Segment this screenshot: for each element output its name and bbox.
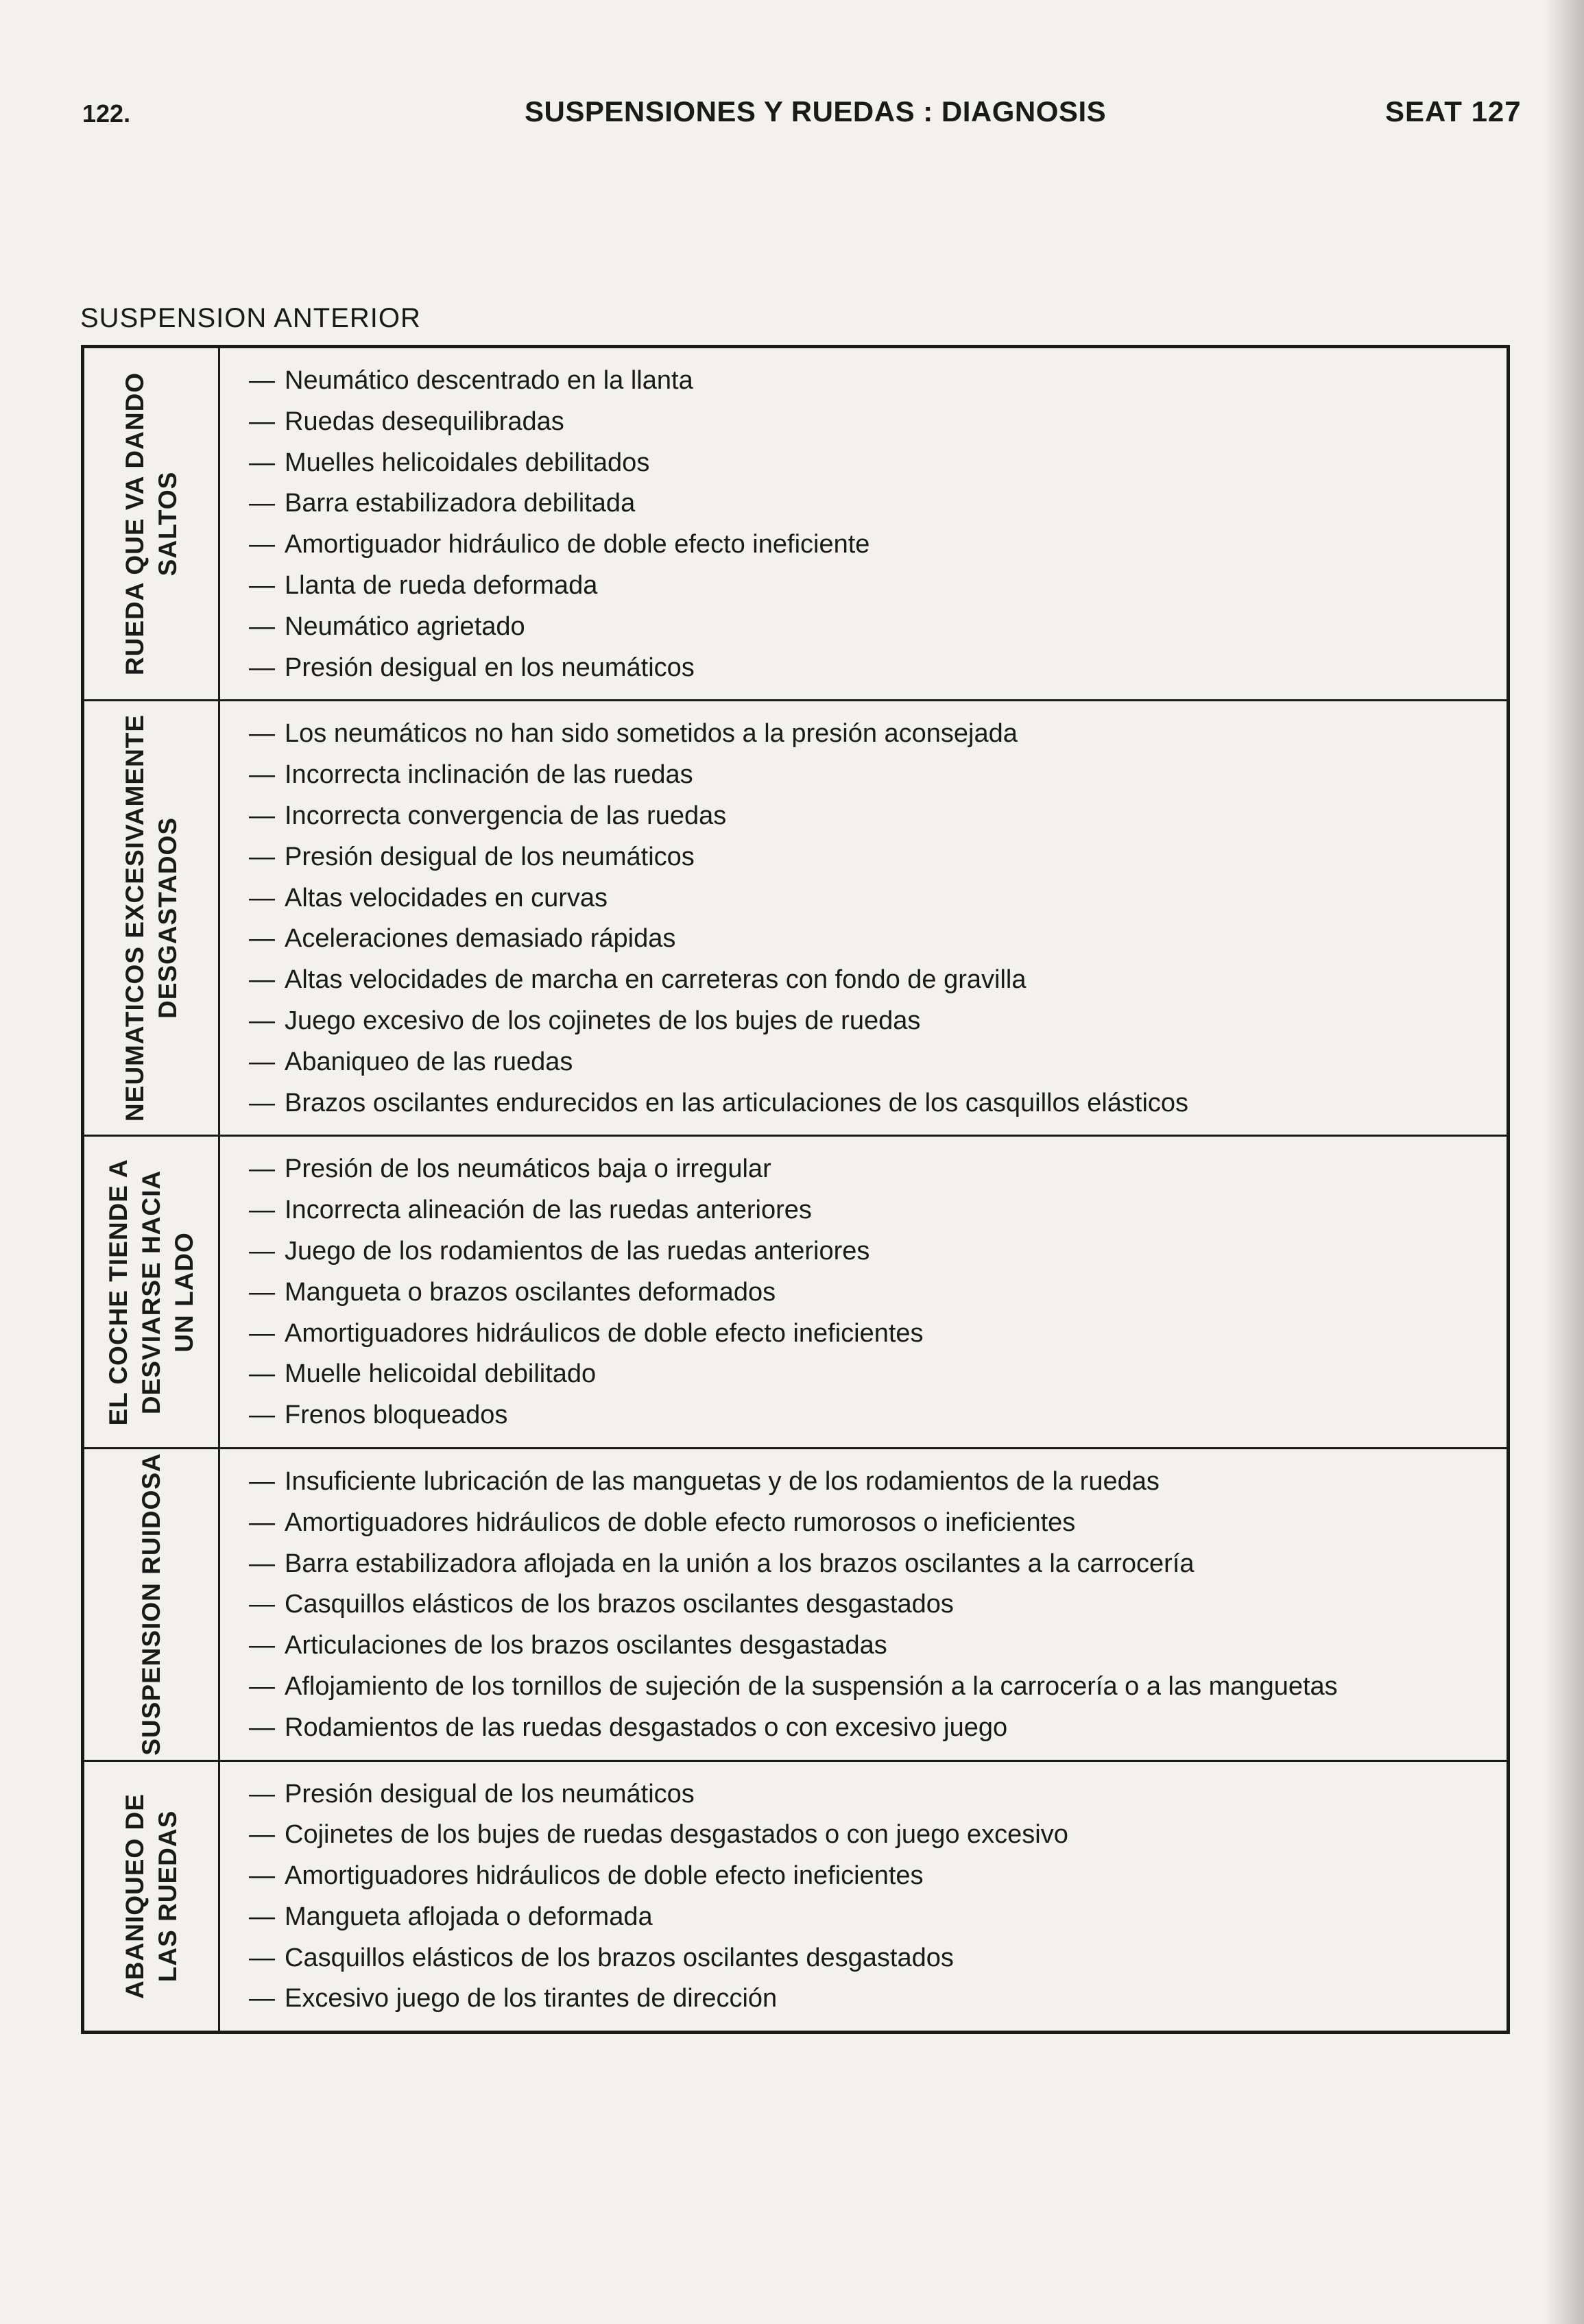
dash-bullet: — [249, 801, 275, 830]
causes-cell [219, 701, 1509, 1136]
diagnosis-row-3 [83, 1136, 1509, 1449]
section-title: SUSPENSION ANTERIOR [80, 303, 421, 333]
cause-item [249, 1149, 1507, 1190]
cause-item [249, 607, 1507, 648]
cause-text: Altas velocidades de marcha en carreteras con fondo de gravilla [285, 965, 1027, 995]
dash-bullet: — [249, 1902, 275, 1931]
cause-item [249, 1667, 1507, 1708]
running-title: SUSPENSIONES Y RUEDAS : DIAGNOSIS [525, 95, 1107, 128]
dash-bullet: — [249, 1861, 275, 1891]
cause-item [249, 1625, 1507, 1667]
cause-item [249, 1462, 1507, 1503]
cause-text: Neumático agrietado [285, 612, 525, 641]
causes-cell [219, 1136, 1509, 1449]
cause-item [249, 566, 1507, 607]
diagnosis-row-1 [83, 347, 1509, 701]
cause-text: Articulaciones de los brazos oscilantes desgastadas [285, 1631, 887, 1660]
dash-bullet: — [249, 1196, 275, 1225]
cause-item [249, 796, 1507, 837]
causes-cell [219, 1448, 1509, 1760]
category-cell [83, 1760, 219, 2033]
category-label: NEUMATICOS EXCESIVAMENTE DESGASTADOS [120, 714, 182, 1122]
dash-bullet: — [249, 1236, 275, 1266]
cause-item [249, 837, 1507, 878]
dash-bullet: — [249, 1466, 275, 1496]
cause-text: Juego excesivo de los cojinetes de los bujes de ruedas [285, 1006, 921, 1035]
cause-text: Amortiguadores hidráulicos de doble efecto ineficientes [285, 1318, 924, 1348]
cause-text: Amortiguador hidráulico de doble efecto ineficiente [285, 530, 870, 559]
cause-text: Presión desigual en los neumáticos [285, 653, 695, 682]
dash-bullet: — [249, 1047, 275, 1076]
cause-item [249, 648, 1507, 689]
cause-text: Frenos bloqueados [285, 1401, 508, 1430]
causes-cell [219, 1760, 1509, 2033]
dash-bullet: — [249, 883, 275, 912]
cause-item [249, 1503, 1507, 1544]
dash-bullet: — [249, 1943, 275, 1972]
page-header [0, 95, 1584, 141]
cause-item [249, 1815, 1507, 1856]
cause-item [249, 524, 1507, 566]
brand-label: SEAT 127 [1385, 95, 1522, 128]
causes-cell [219, 347, 1509, 701]
cause-item [249, 960, 1507, 1001]
cause-text: Ruedas desequilibradas [285, 407, 564, 436]
dash-bullet: — [249, 1984, 275, 2013]
cause-item [249, 1395, 1507, 1436]
dash-bullet: — [249, 924, 275, 954]
dash-bullet: — [249, 612, 275, 641]
cause-text: Incorrecta inclinación de las ruedas [285, 760, 693, 790]
cause-text: Aflojamiento de los tornillos de sujeción de la suspensión a la carrocería o a las manguetas [285, 1671, 1338, 1701]
cause-text: Presión desigual de los neumáticos [285, 1779, 695, 1808]
dash-bullet: — [249, 719, 275, 749]
cause-text: Cojinetes de los bujes de ruedas desgastados o con juego excesivo [285, 1820, 1068, 1850]
category-label: SUSPENSION RUIDOSA [136, 1453, 165, 1756]
cause-text: Barra estabilizadora debilitada [285, 489, 636, 518]
cause-list [220, 348, 1507, 699]
cause-item [249, 714, 1507, 755]
diagnosis-row-4 [83, 1448, 1509, 1760]
cause-list [220, 1449, 1507, 1760]
cause-item [249, 1584, 1507, 1625]
dash-bullet: — [249, 489, 275, 518]
dash-bullet: — [249, 1318, 275, 1348]
page-number: 122. [82, 99, 131, 128]
cause-item [249, 1544, 1507, 1585]
cause-item [249, 1774, 1507, 1815]
cause-item [249, 1856, 1507, 1897]
cause-item [249, 1938, 1507, 1979]
dash-bullet: — [249, 530, 275, 559]
cause-item [249, 1001, 1507, 1042]
cause-item [249, 1272, 1507, 1314]
cause-text: Barra estabilizadora aflojada en la unión a los brazos oscilantes a la carrocería [285, 1549, 1195, 1578]
cause-text: Casquillos elásticos de los brazos oscilantes desgastados [285, 1590, 954, 1619]
cause-list [220, 1762, 1507, 2031]
dash-bullet: — [249, 1508, 275, 1537]
cause-text: Los neumáticos no han sido sometidos a la presión aconsejada [285, 719, 1018, 749]
cause-item [249, 1354, 1507, 1395]
cause-text: Aceleraciones demasiado rápidas [285, 924, 676, 954]
cause-item [249, 878, 1507, 919]
category-cell [83, 347, 219, 701]
dash-bullet: — [249, 407, 275, 436]
dash-bullet: — [249, 1779, 275, 1808]
cause-text: Muelle helicoidal debilitado [285, 1359, 597, 1389]
dash-bullet: — [249, 1590, 275, 1619]
cause-text: Mangueta o brazos oscilantes deformados [285, 1277, 776, 1307]
dash-bullet: — [249, 1006, 275, 1035]
cause-item [249, 1083, 1507, 1124]
cause-item [249, 361, 1507, 402]
cause-item [249, 1978, 1507, 2020]
category-cell [83, 1448, 219, 1760]
cause-text: Altas velocidades en curvas [285, 883, 608, 912]
dash-bullet: — [249, 1277, 275, 1307]
dash-bullet: — [249, 1820, 275, 1850]
cause-list [220, 701, 1507, 1135]
cause-text: Presión desigual de los neumáticos [285, 842, 695, 871]
cause-text: Mangueta aflojada o deformada [285, 1902, 653, 1931]
diagnosis-row-5 [83, 1760, 1509, 2033]
cause-item [249, 755, 1507, 796]
category-label: ABANIQUEO DE LAS RUEDAS [120, 1793, 182, 1999]
cause-item [249, 443, 1507, 484]
dash-bullet: — [249, 1631, 275, 1660]
cause-item [249, 483, 1507, 524]
dash-bullet: — [249, 1154, 275, 1184]
dash-bullet: — [249, 965, 275, 995]
dash-bullet: — [249, 1359, 275, 1389]
dash-bullet: — [249, 570, 275, 600]
cause-text: Amortiguadores hidráulicos de doble efecto ineficientes [285, 1861, 924, 1891]
cause-item [249, 1042, 1507, 1083]
dash-bullet: — [249, 842, 275, 871]
cause-text: Muelles helicoidales debilitados [285, 448, 650, 477]
cause-text: Neumático descentrado en la llanta [285, 366, 693, 395]
cause-text: Incorrecta convergencia de las ruedas [285, 801, 727, 830]
diagnosis-table [81, 345, 1510, 2034]
cause-item [249, 1190, 1507, 1231]
cause-text: Llanta de rueda deformada [285, 570, 598, 600]
dash-bullet: — [249, 448, 275, 477]
cause-text: Excesivo juego de los tirantes de dirección [285, 1984, 778, 2013]
dash-bullet: — [249, 653, 275, 682]
cause-text: Rodamientos de las ruedas desgastados o con excesivo juego [285, 1712, 1008, 1742]
cause-text: Amortiguadores hidráulicos de doble efecto rumorosos o ineficientes [285, 1508, 1076, 1537]
category-cell [83, 701, 219, 1136]
cause-text: Abaniqueo de las ruedas [285, 1047, 573, 1076]
cause-text: Presión de los neumáticos baja o irregular [285, 1154, 771, 1184]
dash-bullet: — [249, 1549, 275, 1578]
cause-text: Insuficiente lubricación de las manguetas y de los rodamientos de la ruedas [285, 1466, 1160, 1496]
category-cell [83, 1136, 219, 1449]
dash-bullet: — [249, 1712, 275, 1742]
dash-bullet: — [249, 760, 275, 790]
cause-item [249, 1897, 1507, 1938]
cause-item [249, 402, 1507, 443]
dash-bullet: — [249, 366, 275, 395]
cause-text: Juego de los rodamientos de las ruedas anteriores [285, 1236, 870, 1266]
cause-item [249, 1314, 1507, 1355]
dash-bullet: — [249, 1671, 275, 1701]
diagnosis-row-2 [83, 701, 1509, 1136]
page-edge-shadow [1543, 0, 1584, 2324]
dash-bullet: — [249, 1401, 275, 1430]
category-label: EL COCHE TIENDE A DESVIARSE HACIA UN LADO [104, 1159, 198, 1426]
cause-text: Brazos oscilantes endurecidos en las articulaciones de los casquillos elásticos [285, 1088, 1189, 1117]
cause-item [249, 1231, 1507, 1272]
cause-text: Incorrecta alineación de las ruedas anteriores [285, 1196, 812, 1225]
dash-bullet: — [249, 1088, 275, 1117]
cause-list [220, 1137, 1507, 1447]
cause-item [249, 1708, 1507, 1749]
cause-item [249, 919, 1507, 960]
category-label: RUEDA QUE VA DANDO SALTOS [120, 372, 182, 676]
cause-text: Casquillos elásticos de los brazos oscilantes desgastados [285, 1943, 954, 1972]
